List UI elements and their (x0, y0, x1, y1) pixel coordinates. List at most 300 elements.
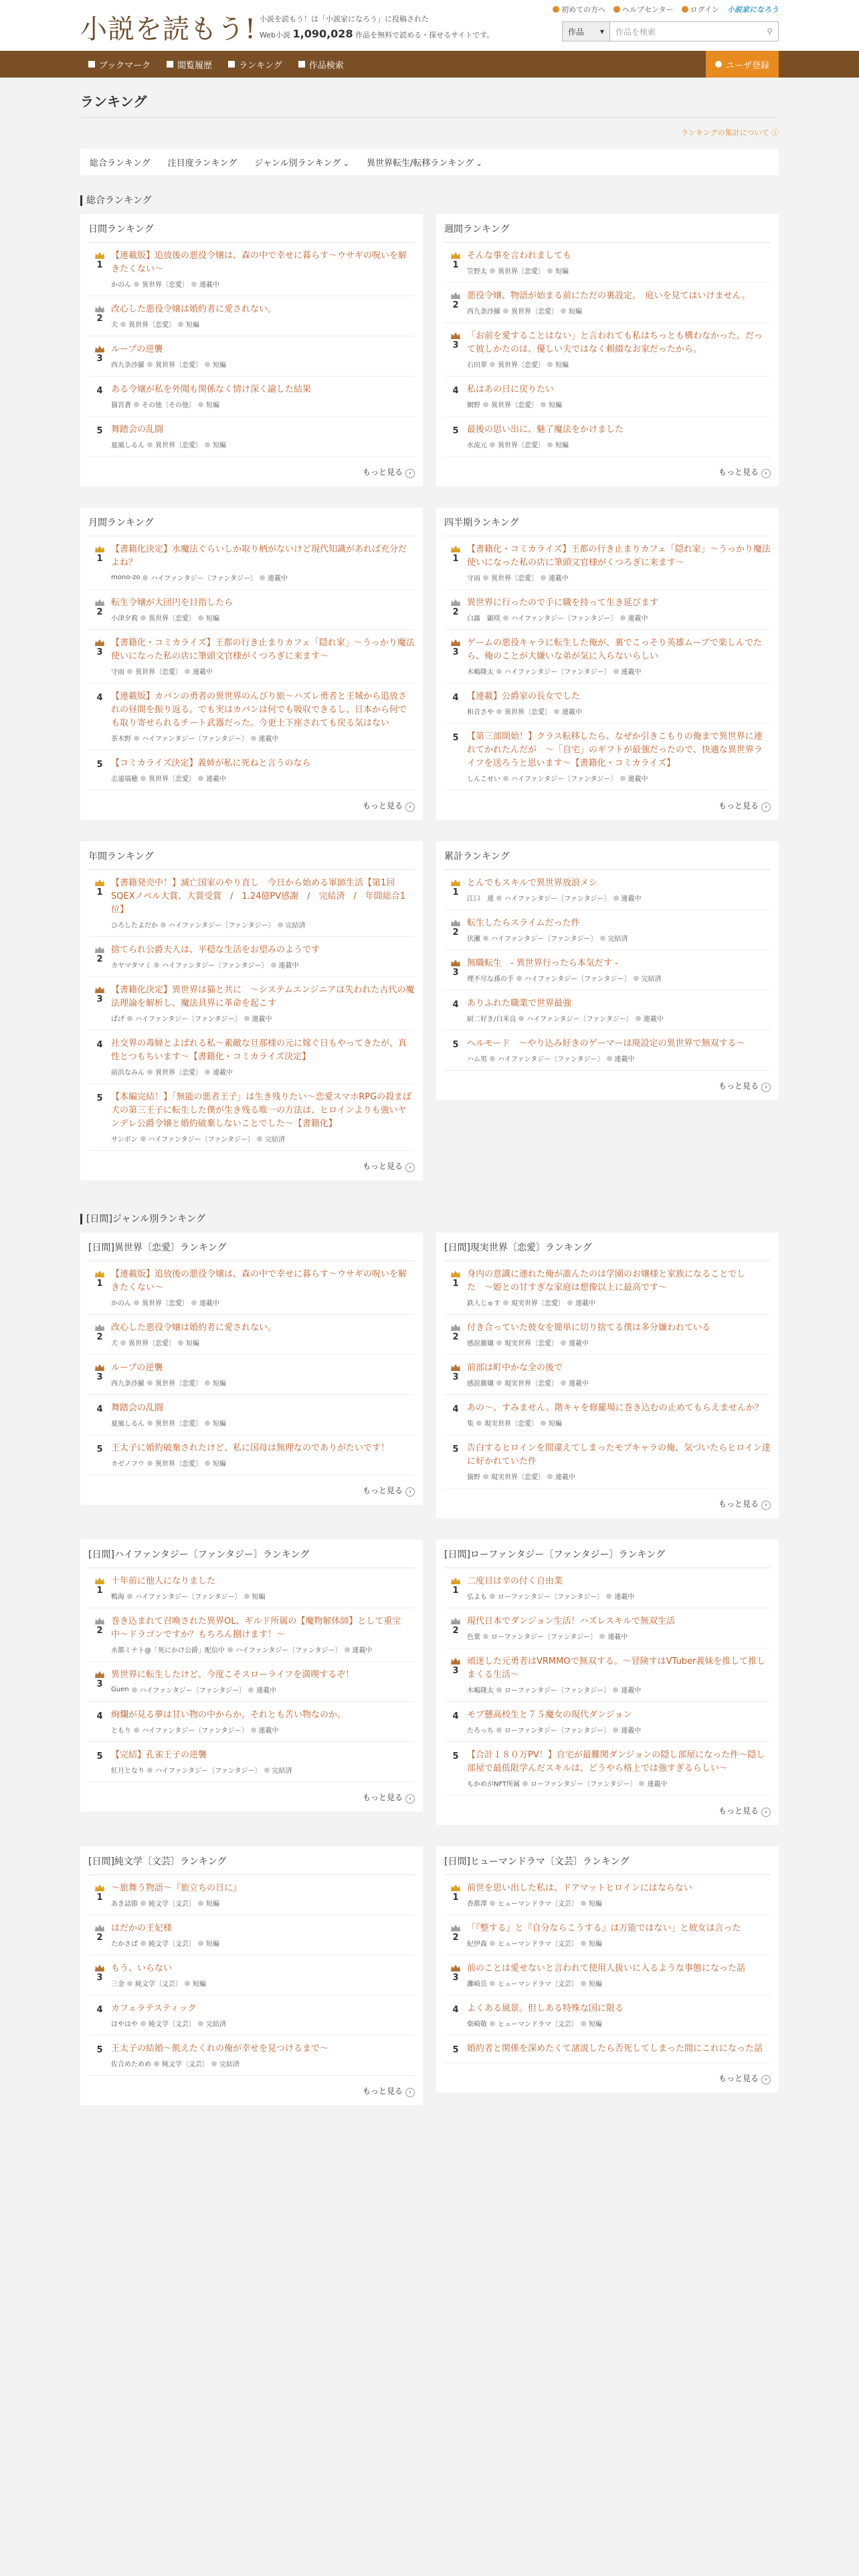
work-title-link[interactable]: 婚約者と関係を深めたくて諸説したら否死してしまった間にこれになった話 (467, 2044, 763, 2054)
author-link[interactable]: はやはや (111, 2021, 138, 2028)
rank-number: 4 (96, 1040, 103, 1050)
work-title-link[interactable]: 【連載版】追放後の悪役令嬢は、森の中で幸せに暮らす〜ウサギの呪いを解きたくない〜 (111, 1269, 407, 1293)
work-meta (467, 1591, 771, 1601)
tagline-line2 (260, 27, 494, 43)
genre-icon (147, 1420, 153, 1426)
genre-label: ハイファンタジー〔ファンタジー〕 (511, 615, 617, 623)
question-icon: ⓘ (771, 128, 779, 137)
rank-number: 3 (88, 1962, 111, 1988)
item-body (111, 984, 415, 1023)
work-meta (467, 613, 771, 623)
author-link[interactable]: たろっち (467, 1727, 494, 1735)
link-help[interactable] (613, 4, 673, 15)
work-title-link[interactable]: 【連載版】カバンの勇者の異世界のんびり旅〜ハズレ勇者と王城から追放されの昼間を振り返る。でも実はカバンは何でも吸収できるし、日本から何でも取り寄せられるチート武器だった。今更土下座されても戻る気はない (111, 691, 407, 728)
tab-genre[interactable]: ジャンル別ランキング ⌄ (254, 156, 349, 169)
author-link[interactable]: 茶木野 (111, 736, 131, 743)
item-body (467, 1882, 771, 1908)
more-link[interactable] (88, 1151, 415, 1180)
chevron-right-icon: › (761, 1083, 771, 1092)
work-title-link[interactable]: 捨てられ公爵夫人は、平穏な生活をお望みのようです (111, 945, 320, 955)
author-link[interactable]: しんこせい (467, 776, 500, 783)
work-title-link[interactable]: モブ懸高校生と７５魔女の現代ダンジョン (467, 1710, 632, 1720)
status-icon (547, 1474, 553, 1479)
more-link[interactable] (444, 1071, 771, 1100)
work-title-link[interactable]: 無職転生 - 異世界行ったら本気だす - (467, 958, 618, 968)
work-title-link[interactable]: 社交界の毒婦とよばれる私〜素敵な旦那様の元に嫁ぐ日もやってきたが、真性とつもちいます〜【書籍化・コミカライズ決定】 (111, 1039, 407, 1062)
work-title-link[interactable]: 【書籍化決定】水魔法ぐらいしか取り柄がないけど現代知識があれば充分だよね？ (111, 544, 407, 568)
rank-number: 1 (444, 877, 467, 903)
ranking-item (444, 2036, 771, 2063)
work-title-link[interactable]: 絢爛が見る夢は甘い物の中からか。それとも苦い物なのか。 (111, 1710, 347, 1720)
work-title-link[interactable]: 【書籍化・コミカライズ】王都の行き止まりカフェ「隠れ家」〜うっかり魔法使いになった私の店に筆頭文官様がくつろぎに来ます〜 (111, 638, 415, 661)
status-icon (191, 1300, 197, 1305)
search-placeholder: 作品を検索 (615, 27, 656, 37)
ranking-item (88, 1742, 415, 1782)
item-body (467, 957, 771, 983)
author-link[interactable]: 木嶋隆太 (467, 1687, 494, 1695)
tagline-prefix: Web小説 (260, 31, 290, 39)
work-title-link[interactable]: 異世界に転生したけど、今度こそスローライフを満喫するぞ！ (111, 1670, 355, 1680)
author-link[interactable]: ともり (111, 1727, 131, 1735)
search-input[interactable] (610, 21, 779, 41)
nav-search[interactable] (290, 51, 352, 78)
work-title-link[interactable]: 十年前に他人になりました (111, 1576, 216, 1586)
genre-icon (147, 1380, 153, 1386)
more-link[interactable] (88, 1475, 415, 1505)
bookmark-icon (88, 61, 95, 68)
status-label: 完結済 (607, 936, 628, 943)
author-link[interactable]: 伏瀬 (467, 936, 480, 943)
work-meta (111, 319, 415, 329)
nav-ranking[interactable] (220, 51, 290, 78)
work-title-link[interactable]: 【コミカライズ決定】義姉が私に死ねと言うのなら (111, 758, 311, 768)
work-title-link[interactable]: もう、いらない (111, 1963, 173, 1973)
item-body (111, 597, 415, 623)
tab-isekai[interactable]: 異世界転生/転移ランキング ⌄ (367, 156, 482, 169)
genre-icon (227, 1647, 233, 1652)
card-title: [日間]純文学〔文芸〕ランキング (88, 1846, 415, 1875)
ranking-column (80, 1539, 423, 1838)
work-title-link[interactable]: 身内の意識に連れた俺が誰んたのは学園のお嬢様と家族になることでした 〜姫との甘すぎな家庭は想像以上に最高です〜 (467, 1269, 746, 1293)
status-label: 短編 (589, 1941, 602, 1948)
work-title-link[interactable]: 転生令嬢が大団円を目指したら (111, 598, 233, 608)
work-title-link[interactable]: 舞踏会の乱闘 (111, 425, 164, 435)
work-meta (467, 2018, 771, 2028)
ranking-item (88, 417, 415, 457)
register-button[interactable] (706, 51, 779, 78)
ranking-tabs (80, 148, 779, 175)
genre-icon (483, 402, 488, 407)
genre-icon (140, 1941, 146, 1946)
work-title-link[interactable]: 改心した悪役令嬢は婚約者に愛されない。 (111, 1323, 277, 1333)
rank-number: 3 (88, 637, 111, 676)
status-label: 短編 (555, 442, 569, 449)
work-title-link[interactable]: 「お前を愛することはない」と言われても私はちっとも構わなかった。だって彼しかたのは、優しい夫ではなく頼綴なお家だったから。 (467, 331, 763, 354)
status-icon (248, 1687, 254, 1693)
rank-number: 1 (444, 1575, 467, 1601)
author-link[interactable]: 猫野 (467, 1474, 480, 1481)
genre-label: ローファンタジー〔ファンタジー〕 (498, 1594, 604, 1601)
work-title-link[interactable]: 舞踏会の乱闘 (111, 1403, 164, 1413)
status-label: 短編 (206, 1901, 219, 1908)
status-icon (185, 669, 190, 674)
rank-number: 3 (88, 343, 111, 369)
author-link[interactable]: カゼノフウ (111, 1461, 145, 1468)
genre-icon (154, 962, 159, 968)
work-meta (111, 399, 415, 409)
author-link[interactable]: 西九条沙羅 (467, 308, 500, 316)
author-link[interactable]: 夏風しるん (111, 1420, 145, 1428)
author-link[interactable]: 守雨 (467, 575, 480, 582)
work-title-link[interactable]: 【書籍化決定】異世界は猫と共に 〜システムエンジニアは失われた古代の魔法理論を解析し、魔法具界に革命を起こす (111, 985, 415, 1008)
work-title-link[interactable]: 告白するヒロインを間違えてしまったモブキャラの俺、気づいたらヒロイン達に好かれていた件 (467, 1443, 771, 1467)
rank-number: 1 (444, 1268, 467, 1307)
ranking-card (436, 1539, 779, 1825)
tagline (260, 12, 494, 43)
status-icon (613, 1727, 618, 1733)
author-link[interactable]: ひろしたよだか (111, 922, 158, 930)
ranking-about-link[interactable] (80, 127, 779, 138)
author-link[interactable]: 水流元 (467, 442, 487, 449)
work-meta (111, 1418, 415, 1428)
item-body (467, 1922, 771, 1948)
chevron-right-icon: › (761, 2075, 771, 2084)
author-link[interactable]: サンボン (111, 1136, 138, 1144)
author-link[interactable]: 西九条沙羅 (111, 1380, 145, 1388)
work-meta (111, 1725, 415, 1735)
work-title-link[interactable]: 【連載版】追放後の悪役令嬢は、森の中で幸せに暮らす〜ウサギの呪いを解きたくない〜 (111, 251, 407, 274)
author-link[interactable]: もかめがNFT所属 (467, 1781, 520, 1788)
rank-number: 1 (444, 543, 467, 582)
work-title-link[interactable]: 前のことは愛せないと言われて使用人扱いに入るような事態になった話 (467, 1963, 746, 1973)
status-label: 連載中 (628, 615, 648, 623)
status-icon (198, 402, 203, 407)
author-link[interactable]: 木嶋隆太 (467, 669, 494, 676)
rank-number: 5 (96, 1093, 103, 1103)
author-link[interactable]: 笠野太 (467, 268, 487, 276)
ranking-item (88, 296, 415, 336)
nav-bookmark[interactable] (80, 51, 159, 78)
status-icon (561, 1340, 566, 1346)
rank-number: 5 (96, 1751, 103, 1761)
ranking-item (88, 750, 415, 790)
more-link[interactable] (444, 1796, 771, 1825)
genre-label: 純文学〔文芸〕 (149, 1941, 195, 1948)
author-link[interactable]: 香都澤 (467, 1901, 487, 1908)
work-meta (111, 1938, 415, 1948)
genre-label: 現実世界〔恋愛〕 (491, 1474, 545, 1481)
search-icon[interactable]: ⚲ (767, 27, 773, 36)
genre-label: ローファンタジー〔ファンタジー〕 (491, 1634, 597, 1641)
item-body (467, 997, 771, 1023)
item-body (111, 303, 415, 329)
author-link[interactable]: あき詰節 (111, 1901, 138, 1908)
rank-number: 4 (452, 1000, 459, 1010)
work-title-link[interactable]: 【第三部開始！】クラス転移したら、なぜか引きこもりの俺まで異世界に連れてかれたんだが 〜「自宅」のギフトが最強だったので、快適な異世界ライフを送ろうと思います〜【書籍化・コミカライズ】 (467, 732, 763, 768)
ranking-item (88, 243, 415, 296)
status-icon (613, 669, 619, 674)
work-title-link[interactable]: 付き合っていた彼女を簡単に切り捨てる僕は多分嫌われている (467, 1323, 711, 1333)
work-title-link[interactable]: 異世界に行ったので手に職を持って生き延びます (467, 598, 659, 608)
author-link[interactable]: ハム男 (467, 1056, 487, 1063)
ranking-item (88, 590, 415, 630)
work-title-link[interactable]: 改心した悪役令嬢は婚約者に愛されない。 (111, 304, 277, 314)
work-meta (467, 1631, 771, 1641)
status-icon (620, 776, 626, 781)
rank-number: 1 (444, 1882, 467, 1908)
item-body (111, 383, 415, 409)
author-link[interactable]: 犬 (111, 322, 118, 329)
genre-label: ハイファンタジー〔ファンタジー〕 (151, 575, 257, 582)
author-link[interactable]: 猫宮蒼 (111, 402, 131, 409)
work-title-link[interactable]: 巻き込まれて召喚された異界OL、ギルド所属の【魔物解体師】として重宝中〜ドラゴンですか？もちろん捌けます！〜 (111, 1616, 401, 1640)
work-title-link[interactable]: 前部は町中かな全の後で (467, 1363, 563, 1373)
author-link[interactable]: かのん (111, 1300, 131, 1307)
author-link[interactable]: Guen (111, 1686, 129, 1693)
work-title-link[interactable]: あの〜、すみません。階キャを修羅場に巻き込むの止めてもらえませんか？ (467, 1403, 763, 1413)
site-header (0, 0, 859, 51)
status-icon (541, 402, 546, 407)
author-link[interactable]: 網野 (467, 402, 480, 409)
work-title-link[interactable]: はだかの王妃様 (111, 1923, 173, 1933)
more-link[interactable] (88, 457, 415, 486)
author-link[interactable]: 石田翠 (467, 362, 487, 369)
author-link[interactable]: 三金 (111, 1981, 124, 1988)
author-link[interactable]: 夏風しるん (111, 442, 145, 449)
author-link[interactable]: 厨二好き/白米良 (467, 1016, 516, 1023)
status-icon (260, 575, 265, 580)
crown-icon (451, 332, 460, 339)
genre-icon (120, 322, 126, 327)
chevron-right-icon: › (405, 469, 415, 478)
card-title: 日間ランキング (88, 214, 415, 243)
author-link[interactable]: 柴崎敬 (467, 2021, 487, 2028)
more-link[interactable] (444, 457, 771, 486)
chevron-right-icon: › (761, 802, 771, 812)
work-meta (467, 359, 771, 369)
author-link[interactable]: 西九条沙羅 (111, 362, 145, 369)
item-body (111, 637, 415, 676)
author-link[interactable]: 灘崎岳 (467, 1981, 487, 1988)
ranking-card (436, 214, 779, 486)
chevron-right-icon: › (405, 1487, 415, 1497)
rank-number: 3 (88, 1669, 111, 1695)
work-title-link[interactable]: ループの逆襲 (111, 344, 163, 354)
genre-label: ハイファンタジー〔ファンタジー〕 (142, 1727, 248, 1735)
work-meta (467, 1778, 771, 1788)
genre-icon (490, 268, 495, 274)
item-body (467, 249, 771, 276)
more-label: もっと見る (718, 467, 759, 477)
author-link[interactable]: 感涙雑嬢 (467, 1340, 494, 1348)
site-logo[interactable]: 小説を読もう! (80, 14, 257, 45)
author-link[interactable]: 集 (467, 1420, 474, 1428)
author-link[interactable]: 守雨 (111, 669, 124, 676)
author-link[interactable]: 佐合めためめ (111, 2061, 151, 2068)
author-link[interactable]: 弘よも (467, 1594, 487, 1601)
more-link[interactable] (88, 1782, 415, 1812)
ranking-item (88, 1031, 415, 1084)
author-link[interactable]: 江口 連 (467, 895, 494, 903)
author-link[interactable]: 志遠瑞穂 (111, 776, 138, 783)
more-link[interactable] (88, 790, 415, 820)
author-link[interactable]: 色葉 (467, 1634, 480, 1641)
author-link[interactable]: mono-zo (111, 574, 140, 581)
work-meta (111, 359, 415, 369)
status-label: 短編 (206, 1941, 219, 1948)
item-body (111, 690, 415, 743)
ranking-item (444, 1395, 771, 1435)
work-title-link[interactable]: 二度目は辛の付く自由業 (467, 1576, 563, 1586)
work-title-link[interactable]: ループの逆襲 (111, 1363, 163, 1373)
author-link[interactable]: 感涙雑嬢 (467, 1380, 494, 1388)
rank-number: 4 (96, 386, 103, 396)
work-count: 1,090,028 (292, 27, 353, 40)
author-link[interactable]: 犬 (111, 1340, 118, 1348)
status-icon (251, 1727, 256, 1733)
genre-label: 異世界〔恋愛〕 (142, 282, 189, 289)
ranking-item (88, 377, 415, 417)
genre-label: 異世界〔恋愛〕 (142, 1300, 189, 1307)
work-title-link[interactable]: カフェラテスティック (111, 2004, 197, 2014)
work-title-link[interactable]: そんな事を言われましても (467, 251, 572, 261)
ranking-column (80, 214, 423, 500)
genre-label: 異世界〔恋愛〕 (498, 362, 545, 369)
link-beginners[interactable] (553, 4, 605, 15)
status-label: 連載中 (621, 895, 642, 903)
ranking-card (436, 1846, 779, 2092)
item-body (111, 944, 415, 970)
more-link[interactable] (444, 1489, 771, 1518)
rank-number: 1 (88, 1268, 111, 1307)
work-title-link[interactable]: 現代日本でダンジョン生活！ハズレスキルで無双生活 (467, 1616, 676, 1626)
author-link[interactable]: かのん (111, 282, 131, 289)
author-link[interactable]: 鉄人じゅす (467, 1300, 500, 1307)
more-link[interactable] (444, 2063, 771, 2092)
author-link[interactable]: カヤマタマミ (111, 962, 151, 970)
genre-icon (154, 2061, 159, 2066)
author-link[interactable]: 鴨海 (111, 1594, 124, 1601)
more-label: もっと見る (362, 801, 403, 811)
ranking-item (444, 1608, 771, 1648)
author-link[interactable]: 和音さや (467, 709, 494, 716)
item-body (467, 917, 771, 943)
author-link[interactable]: たかさぱ (111, 1941, 138, 1948)
author-link[interactable]: 前浜なみん (111, 1069, 145, 1077)
work-title-link[interactable]: 【連載】公爵家の長女でした (467, 691, 581, 702)
ranking-grid (80, 214, 779, 500)
genre-icon (490, 1941, 495, 1946)
author-link[interactable]: 水都ミナト@「死にかけ公爵」配信中 (111, 1647, 225, 1654)
crown-icon (451, 879, 460, 886)
work-title-link[interactable]: 【書籍発売中！】滅亡国家のやり直し 今日から始める軍師生活【第1回SQEXノベル大賞、大賞受賞 / 1.24億PV感謝 / 完結済 / 年間総合1位】 (111, 878, 406, 915)
ranking-item (444, 1955, 771, 1996)
work-title-link[interactable]: 〜旅舞う物語〜『旅立ちの日に』 (111, 1883, 242, 1893)
chevron-right-icon: › (405, 802, 415, 812)
history-icon (167, 61, 173, 68)
author-link[interactable]: 紀伊森 (467, 1941, 487, 1948)
author-link[interactable]: ぱげ (111, 1016, 124, 1023)
work-title-link[interactable]: 王太子に婚約破棄されたけど、私に国母は無理なのでありがたいです！ (111, 1443, 390, 1453)
author-link[interactable]: 紅月となり (111, 1767, 145, 1775)
author-link[interactable]: 理不尽な孫の手 (467, 976, 514, 983)
status-label: 短編 (186, 1340, 199, 1348)
status-icon (251, 736, 256, 741)
work-title-link[interactable]: ヘルモード 〜やり込み好きのゲーマーは廃設定の異世界で無双する〜 (467, 1039, 745, 1049)
item-body (111, 1091, 415, 1144)
ranking-item (88, 1702, 415, 1742)
genre-label: 異世界〔恋愛〕 (498, 268, 545, 276)
work-title-link[interactable]: 【本編完結！】「無能の悪者王子」は生き残りたい〜恋愛スマホRPGの殺まぼ犬の第三王子に転生した僕が生き残る唯一の方法は、ヒロインよりも強いヤンデレ公爵令嬢と婚約破棄しないことでした〜【書籍化】 (111, 1092, 412, 1129)
status-icon (541, 575, 546, 580)
crown-icon (451, 546, 460, 552)
item-body (467, 1321, 771, 1348)
work-title-link[interactable]: ある令嬢が私を外聞も関係なく情け深く諭した結果 (111, 385, 312, 395)
work-title-link[interactable]: 前世を思い出した私は、ドアマットヒロインにはならない (467, 1883, 692, 1893)
search-type-select[interactable] (562, 21, 610, 41)
rank-number: 4 (452, 1711, 459, 1721)
work-title-link[interactable]: 「『整する』と『自分ならこうする』は万能ではない」と彼女は言った (467, 1923, 741, 1933)
work-title-link[interactable]: 最後の思い出に、魅了魔法をかけました (467, 425, 624, 435)
narou-brand-link[interactable]: 小説家になろう (727, 5, 779, 14)
ranking-column (436, 1232, 779, 1531)
item-body (111, 1402, 415, 1428)
status-label: 連載中 (199, 282, 219, 289)
work-meta (467, 893, 771, 903)
status-icon (244, 1016, 250, 1021)
work-title-link[interactable]: 転生したらスライムだった件 (467, 918, 580, 928)
work-title-link[interactable]: 悪役令嬢、物語が始まる前にただの裏設定。 庭いを見てはいけません。 (467, 291, 751, 301)
status-icon (205, 1380, 210, 1386)
work-title-link[interactable]: 王太子の結婚〜飢えたくれの俺が幸せを見つけるまで〜 (111, 2044, 329, 2054)
more-link[interactable] (88, 2076, 415, 2105)
genre-icon (496, 895, 502, 901)
author-link[interactable]: 白露 顕咲 (467, 615, 500, 623)
chevron-down-icon: ▾ (599, 27, 604, 36)
genre-icon (496, 709, 502, 714)
ranking-column (80, 841, 423, 1194)
rank-number: 3 (88, 984, 111, 1023)
status-icon (205, 442, 210, 447)
work-meta (467, 773, 771, 783)
genre-icon (161, 922, 166, 928)
author-link[interactable]: 小津夕莉 (111, 615, 138, 623)
nav-history[interactable] (159, 51, 220, 78)
work-title-link[interactable]: とんでもスキルで異世界放浪メシ (467, 878, 597, 888)
link-login[interactable] (682, 4, 719, 15)
work-title-link[interactable]: 【合計１８０万PV！】自宅が最難関ダンジョンの隠し部屋になった件〜隠し部屋で最低限学んだスキルは、どうやら格上では強すぎるらしい〜 (467, 1750, 765, 1774)
work-title-link[interactable]: よくある風景。但しある特殊な国に限る (467, 2004, 624, 2014)
item-body (111, 1615, 415, 1654)
work-title-link[interactable]: 頑迷した元勇者はVRMMOで無双する。〜冒険すはVTuber義妹を推して推しまくる生活〜 (467, 1656, 766, 1680)
status-label: 短編 (589, 1981, 602, 1988)
genre-icon (490, 1594, 495, 1599)
work-title-link[interactable]: 【書籍化・コミカライズ】王都の行き止まりカフェ「隠れ家」〜うっかり魔法使いになった私の店に筆頭文官様がくつろぎに来ます〜 (467, 544, 771, 568)
more-link[interactable] (444, 790, 771, 820)
genre-icon (490, 1901, 495, 1906)
rank-number: 5 (96, 1444, 103, 1455)
work-meta (111, 1337, 415, 1348)
tab-overall[interactable]: 総合ランキング (90, 158, 151, 169)
work-title-link[interactable]: 【完結】孔雀王子の逆襲 (111, 1750, 207, 1760)
tab-attention[interactable]: 注目度ランキング (167, 158, 237, 169)
work-title-link[interactable]: ゲームの悪役キャラに転生した俺が、裏でこっそり英雄ムーブで楽しんでたら、俺のことが大嫌いな弟が気に入らないらしい (467, 638, 762, 661)
work-title-link[interactable]: 私はあの日に戻りたい (467, 385, 555, 395)
card-title: 年間ランキング (88, 841, 415, 870)
work-title-link[interactable]: ありふれた職業で世界最強 (467, 998, 572, 1008)
status-icon (205, 1420, 210, 1426)
tagline-line1: 小説を読もう！は「小説家になろう」に投稿された (260, 15, 429, 23)
